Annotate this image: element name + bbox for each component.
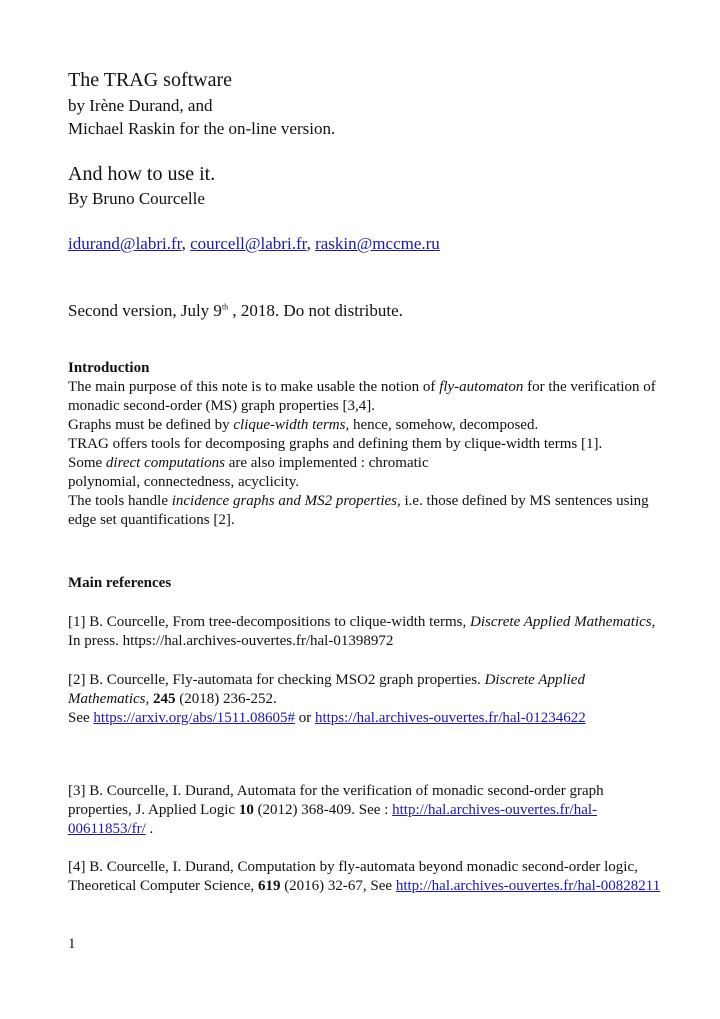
email-separator: ,	[181, 234, 191, 253]
intro-body	[68, 378, 664, 530]
email-link-raskin[interactable]: raskin@mccme.ru	[315, 234, 440, 253]
intro-paragraph-1: The main purpose of this note is to make usable the notion of fly-automaton for the verification of monadic second-order (MS) graph properties [3,4].	[68, 379, 656, 414]
reference-3: [3] B. Courcelle, I. Durand, Automata for the verification of monadic second-order graph properties, J. Applied Logic 10 (2012) 368-409. See : http://hal.archives-ouvertes.fr/hal-00611853/fr/ .	[68, 783, 604, 837]
email-link-idurand[interactable]: idurand@labri.fr	[68, 234, 182, 253]
references-heading: Main references	[68, 575, 172, 591]
version-line	[68, 300, 664, 322]
author-line-1: by Irène Durand, and	[68, 96, 213, 115]
hal-link-00611853[interactable]: http://hal.archives-ouvertes.fr/hal-00611853/fr/	[68, 802, 598, 837]
byline: By Bruno Courcelle	[68, 189, 205, 208]
page-number: 1	[68, 936, 76, 952]
doc-title: The TRAG software	[68, 69, 233, 91]
intro-paragraph-5: The tools handle incidence graphs and MS2 properties, i.e. those defined by MS sentences using edge set quantifications [2].	[68, 493, 649, 528]
hal-link-00828211[interactable]: http://hal.archives-ouvertes.fr/hal-00828211	[395, 878, 661, 894]
author-line-2: Michael Raskin for the on-line version.	[68, 119, 336, 138]
email-line	[68, 233, 664, 255]
intro-paragraph-2: Graphs must be defined by clique-width terms, hence, somehow, decomposed.	[68, 417, 539, 433]
reference-2: [2] B. Courcelle, Fly-automata for checking MSO2 graph properties. Discrete Applied Mathematics, 245 (2018) 236-252. See https://arxiv.org/abs/1511.08605# or https://hal.archives-ouvertes.fr/hal-01234622	[68, 672, 586, 726]
email-link-courcell[interactable]: courcell@labri.fr	[190, 234, 307, 253]
reference-1: [1] B. Courcelle, From tree-decompositions to clique-width terms, Discrete Applied Mathematics, In press. https://hal.archives-ouvertes.fr/hal-01398972	[68, 614, 656, 649]
intro-paragraph-3: TRAG offers tools for decomposing graphs and defining them by clique-width terms [1].	[68, 436, 603, 452]
email-separator: ,	[306, 234, 316, 253]
version-text: Second version, July 9	[68, 301, 222, 320]
hal-link-01234622[interactable]: https://hal.archives-ouvertes.fr/hal-01234622	[314, 710, 586, 726]
intro-paragraph-4: Some direct computations are also implemented : chromatic polynomial, connectedness, acyclicity.	[68, 455, 429, 490]
doc-subtitle: And how to use it.	[68, 163, 216, 185]
arxiv-link[interactable]: https://arxiv.org/abs/1511.08605#	[93, 710, 295, 726]
version-superscript: th	[221, 302, 229, 312]
intro-heading: Introduction	[68, 360, 150, 376]
version-text-end: , 2018. Do not distribute.	[228, 301, 403, 320]
reference-4: [4] B. Courcelle, I. Durand, Computation by fly-automata beyond monadic second-order logic, Theoretical Computer Science, 619 (2016) 32-67, See http://hal.archives-ouvertes.fr/hal-00828211	[68, 859, 661, 894]
